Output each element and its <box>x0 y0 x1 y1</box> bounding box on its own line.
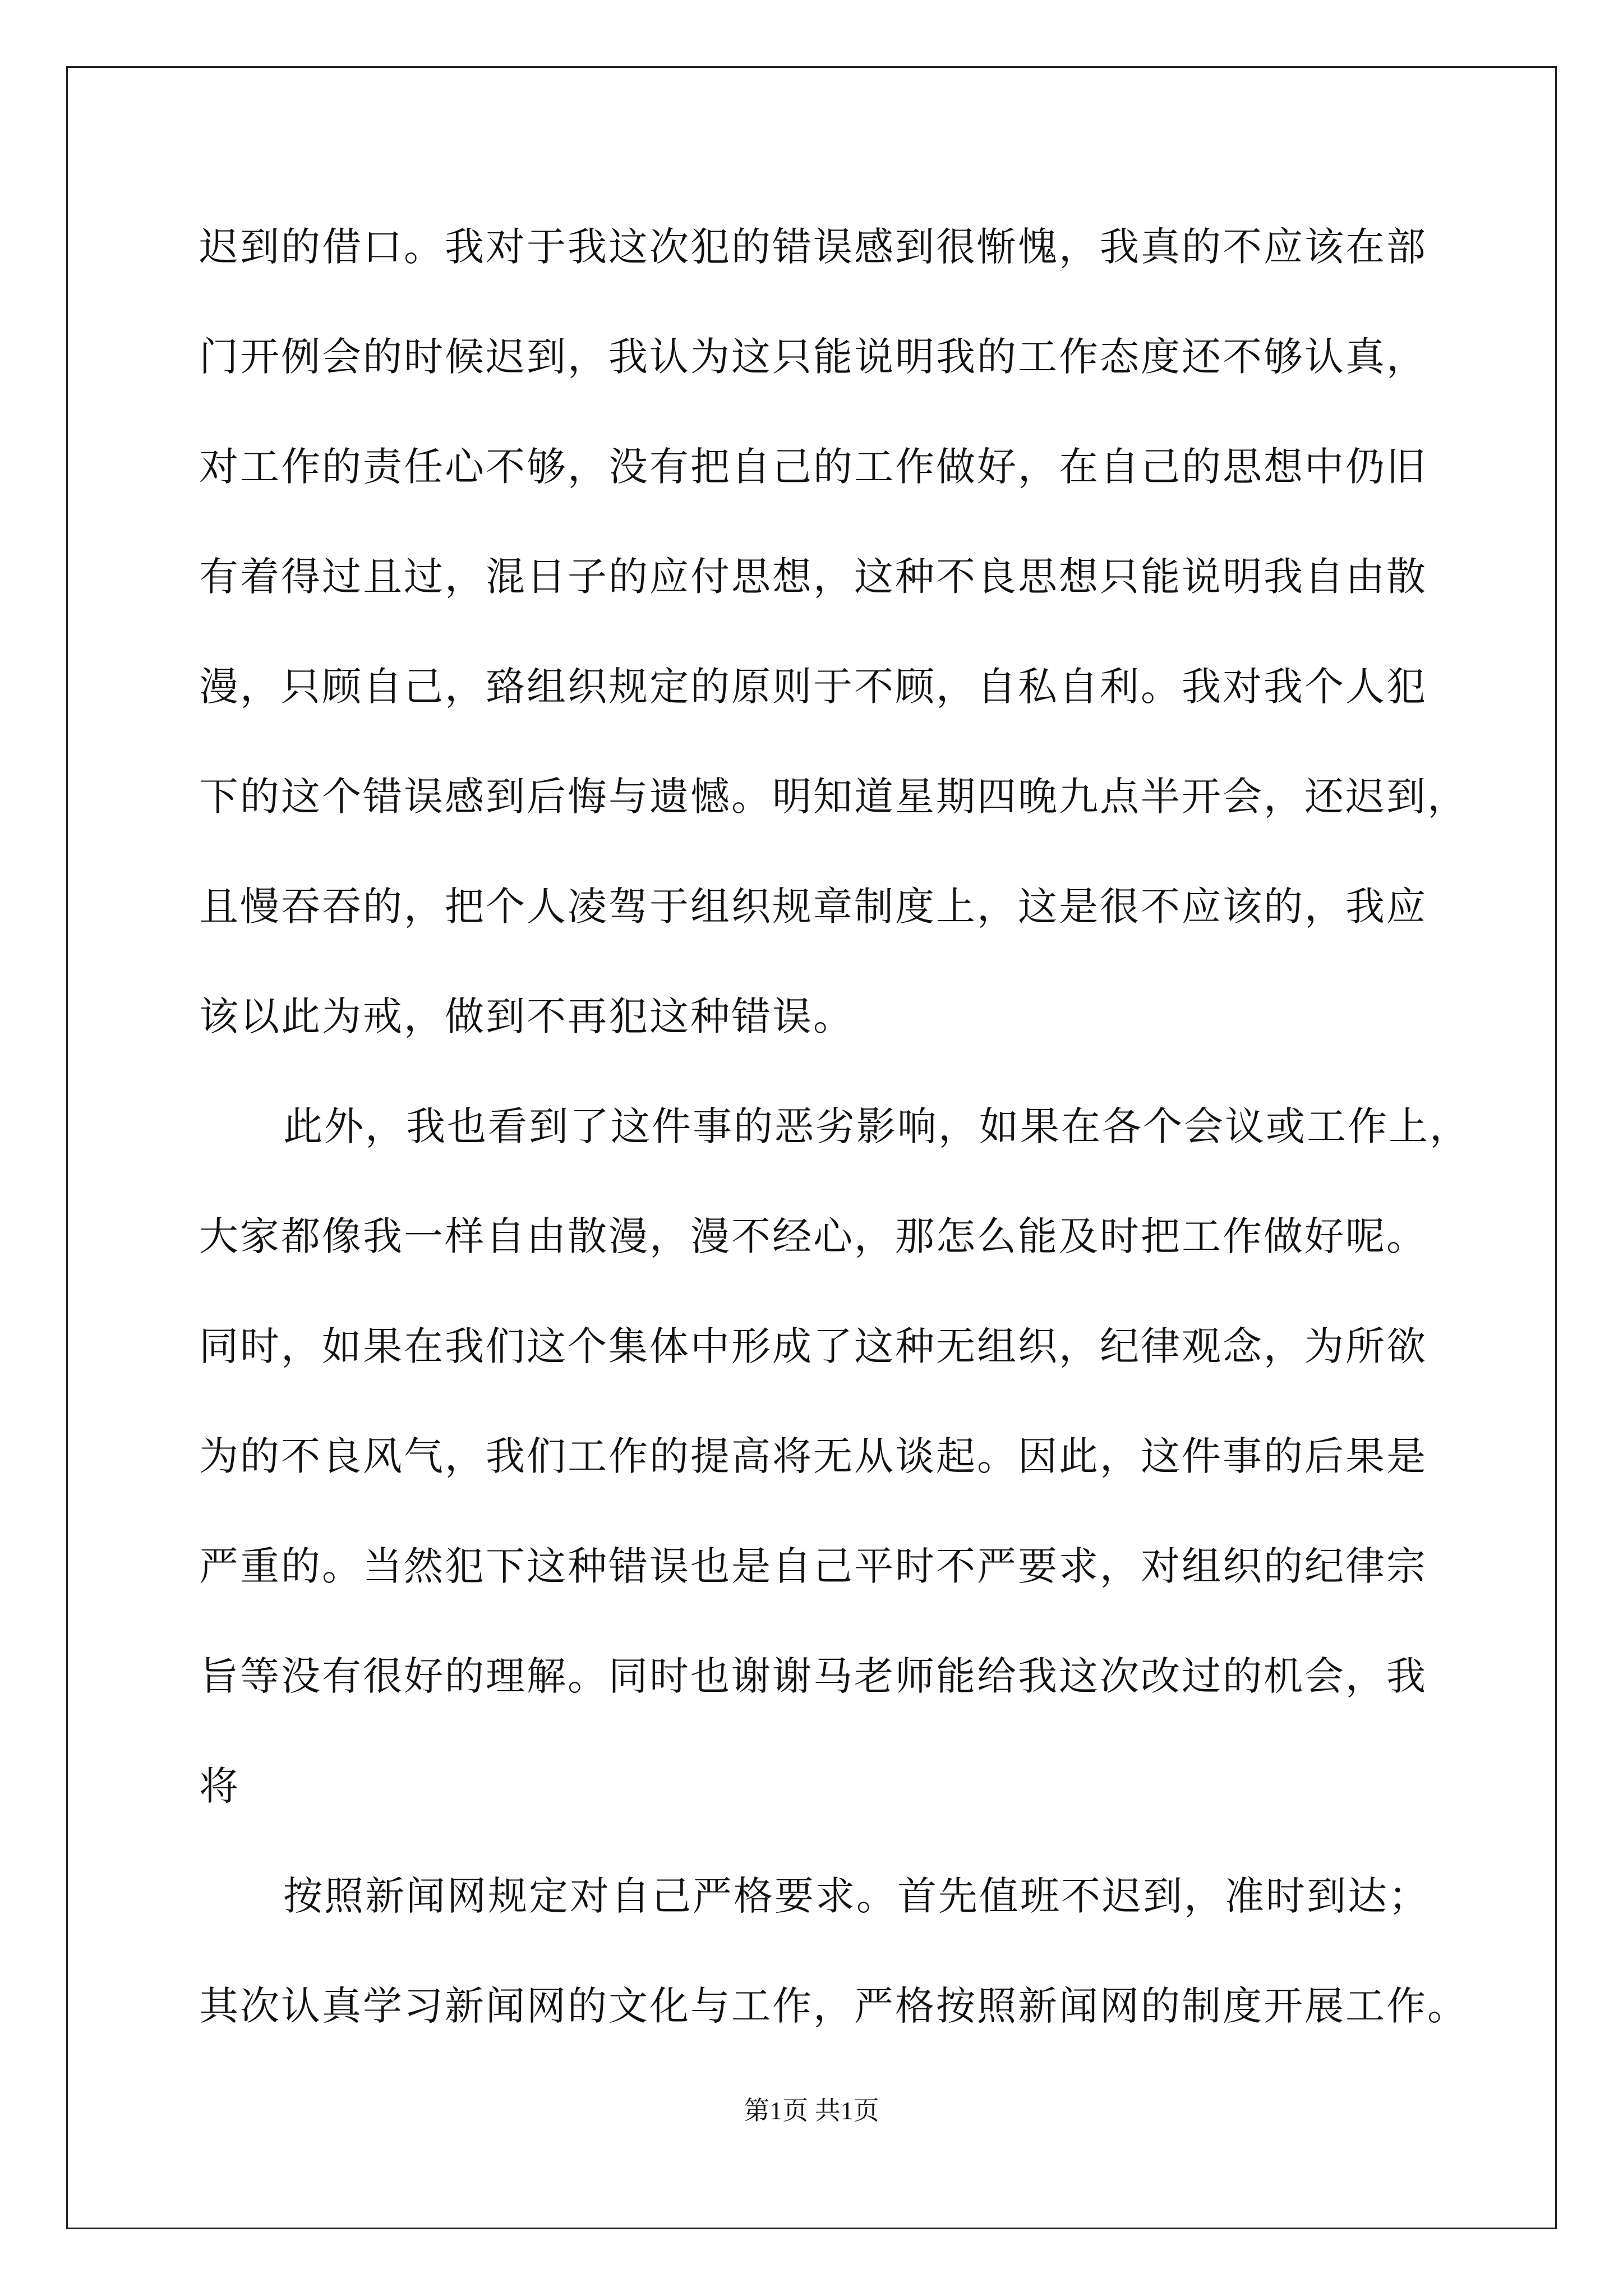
text-line: 旨等没有很好的理解。同时也谢谢马老师能给我这次改过的机会，我 <box>199 1653 1427 1699</box>
text-line: 将 <box>199 1763 240 1809</box>
text-line: 大家都像我一样自由散漫，漫不经心，那怎么能及时把工作做好呢。 <box>199 1213 1427 1259</box>
page-number-footer: 第1页 共1页 <box>744 2096 879 2125</box>
paragraph-start-line: 此外，我也看到了这件事的恶劣影响，如果在各个会议或工作上， <box>283 1103 1470 1149</box>
text-line: 同时，如果在我们这个集体中形成了这种无组织，纪律观念，为所欲 <box>199 1323 1427 1369</box>
text-line: 为的不良风气，我们工作的提高将无从谈起。因此，这件事的后果是 <box>199 1433 1427 1479</box>
text-line: 有着得过且过，混日子的应付思想，这种不良思想只能说明我自由散 <box>199 554 1427 600</box>
text-line: 严重的。当然犯下这种错误也是自己平时不严要求，对组织的纪律宗 <box>199 1543 1427 1589</box>
text-line: 迟到的借口。我对于我这次犯的错误感到很惭愧，我真的不应该在部 <box>199 224 1427 270</box>
text-line: 漫，只顾自己，臵组织规定的原则于不顾，自私自利。我对我个人犯 <box>199 664 1427 710</box>
text-line: 且慢吞吞的，把个人凌驾于组织规章制度上，这是很不应该的，我应 <box>199 884 1427 930</box>
text-line: 门开例会的时候迟到，我认为这只能说明我的工作态度还不够认真， <box>199 334 1427 380</box>
text-line: 该以此为戒，做到不再犯这种错误。 <box>199 993 854 1039</box>
document-body <box>199 216 1470 2085</box>
text-line: 对工作的责任心不够，没有把自己的工作做好，在自己的思想中仍旧 <box>199 444 1427 490</box>
paragraph-start-line: 按照新闻网规定对自己严格要求。首先值班不迟到，准时到达； <box>283 1873 1430 1919</box>
text-line: 下的这个错误感到后悔与遗憾。明知道星期四晚九点半开会，还迟到， <box>199 774 1468 820</box>
text-line: 其次认真学习新闻网的文化与工作，严格按照新闻网的制度开展工作。 <box>199 1983 1468 2029</box>
